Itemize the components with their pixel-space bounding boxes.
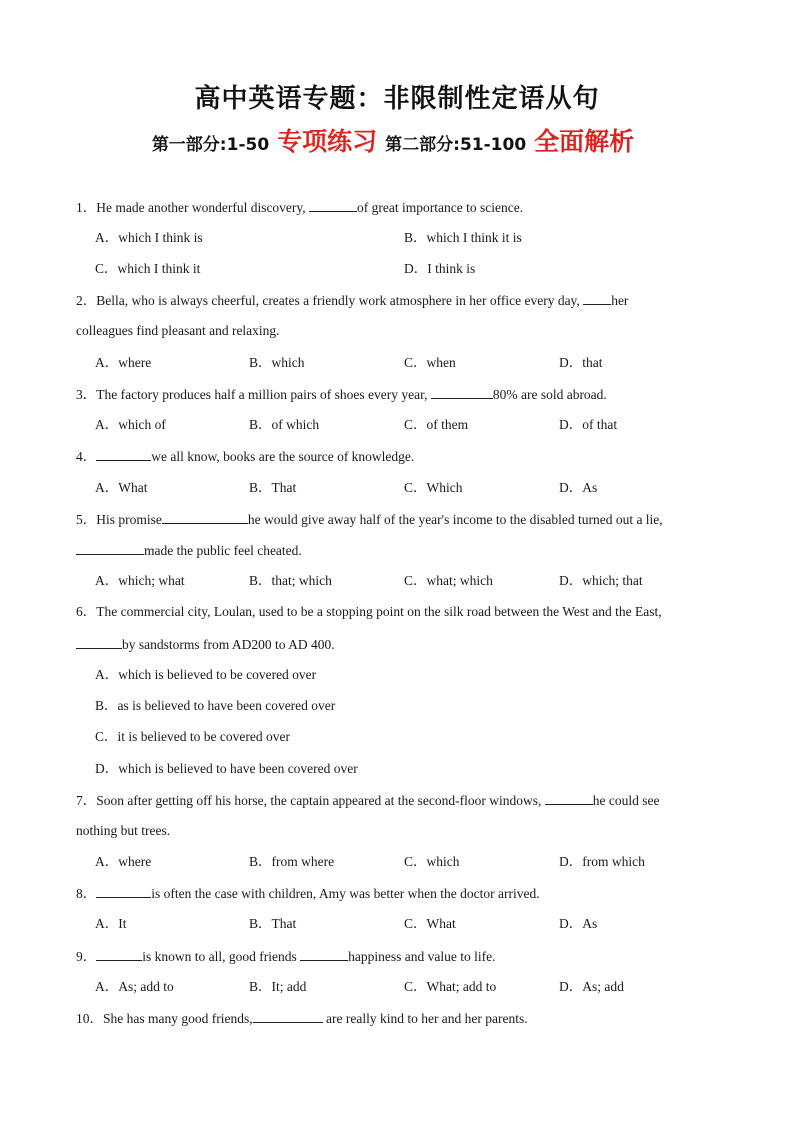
option-b: B．That <box>249 916 297 931</box>
question-5-stem-cont: made the public feel cheated. <box>76 541 302 560</box>
question-1-stem: 1．He made another wonderful discovery, of great importance to science. <box>76 200 524 215</box>
option-b: B．that; which <box>249 573 332 588</box>
option-c: C．which <box>404 854 460 869</box>
part1-tag: 专项练习 <box>277 127 378 156</box>
option-c: C．when <box>404 355 456 370</box>
option-d: D．I think is <box>404 261 476 276</box>
option-a: A．which I think is <box>95 230 203 245</box>
option-b: B．which <box>249 355 305 370</box>
option-c: C．which I think it <box>95 261 201 276</box>
option-a: A．As; add to <box>95 979 174 994</box>
option-d: D．of that <box>559 417 618 432</box>
option-a: A．What <box>95 480 148 495</box>
option-d: D．that <box>559 355 603 370</box>
answer-blank <box>309 198 357 212</box>
option-a: A．where <box>95 355 152 370</box>
answer-blank <box>76 541 144 555</box>
option-c: C．What <box>404 916 456 931</box>
option-d: D．As <box>559 916 598 931</box>
option-a: A．which is believed to be covered over <box>95 667 317 682</box>
question-3-stem: 3．The factory produces half a million pairs of shoes every year, 80% are sold abroad. <box>76 387 607 402</box>
option-c: C．it is believed to be covered over <box>95 729 290 744</box>
option-b: B．which I think it is <box>404 230 522 245</box>
page-subtitle <box>0 122 794 158</box>
question-7-stem-cont: nothing but trees. <box>76 823 171 838</box>
option-c: C．what; which <box>404 573 493 588</box>
question-10-stem: 10．She has many good friends, are really kind to her and her parents. <box>76 1011 528 1026</box>
part2-tag: 全面解析 <box>534 127 635 156</box>
option-b: B．of which <box>249 417 320 432</box>
option-a: A．where <box>95 854 152 869</box>
question-9-stem: 9． is known to all, good friends happiness and value to life. <box>76 949 496 964</box>
question-4-stem: 4． we all know, books are the source of knowledge. <box>76 449 415 464</box>
question-8-stem: 8． is often the case with children, Amy was better when the doctor arrived. <box>76 886 540 901</box>
question-5-stem: 5．His promise he would give away half of the year's income to the disabled turned out a lie, <box>76 512 663 527</box>
option-a: A．It <box>95 916 127 931</box>
answer-blank <box>545 791 593 805</box>
question-2-stem-cont: colleagues find pleasant and relaxing. <box>76 323 280 338</box>
answer-blank <box>300 947 348 961</box>
question-2-stem: 2．Bella, who is always cheerful, creates a friendly work atmosphere in her office every day, her <box>76 293 629 308</box>
option-b: B．from where <box>249 854 335 869</box>
answer-blank <box>96 884 151 898</box>
option-d: D．from which <box>559 854 645 869</box>
answer-blank <box>583 291 611 305</box>
option-c: C．Which <box>404 480 463 495</box>
question-6-stem: 6．The commercial city, Loulan, used to be a stopping point on the silk road between the West and the East, <box>76 604 662 619</box>
question-6-stem-cont: by sandstorms from AD200 to AD 400. <box>76 635 335 654</box>
page-title: 高中英语专题：非限制性定语从句 <box>194 84 600 114</box>
option-a: A．which of <box>95 417 166 432</box>
part1-label: 第一部分:1-50 <box>151 135 270 155</box>
option-c: C．of them <box>404 417 469 432</box>
option-a: A．which; what <box>95 573 185 588</box>
answer-blank <box>162 510 248 524</box>
option-c: C．What; add to <box>404 979 497 994</box>
answer-blank <box>76 635 122 649</box>
question-7-stem: 7．Soon after getting off his horse, the captain appeared at the second-floor windows, he could see <box>76 793 660 808</box>
option-b: B．as is believed to have been covered over <box>95 698 336 713</box>
option-d: D．which is believed to have been covered over <box>95 761 358 776</box>
option-b: B．That <box>249 480 297 495</box>
part2-label: 第二部分:51-100 <box>385 135 527 155</box>
answer-blank <box>431 385 493 399</box>
answer-blank <box>96 947 142 961</box>
answer-blank <box>253 1009 323 1023</box>
answer-blank <box>96 447 151 461</box>
option-b: B．It; add <box>249 979 307 994</box>
option-d: D．As <box>559 480 598 495</box>
option-d: D．As; add <box>559 979 624 994</box>
option-d: D．which; that <box>559 573 643 588</box>
